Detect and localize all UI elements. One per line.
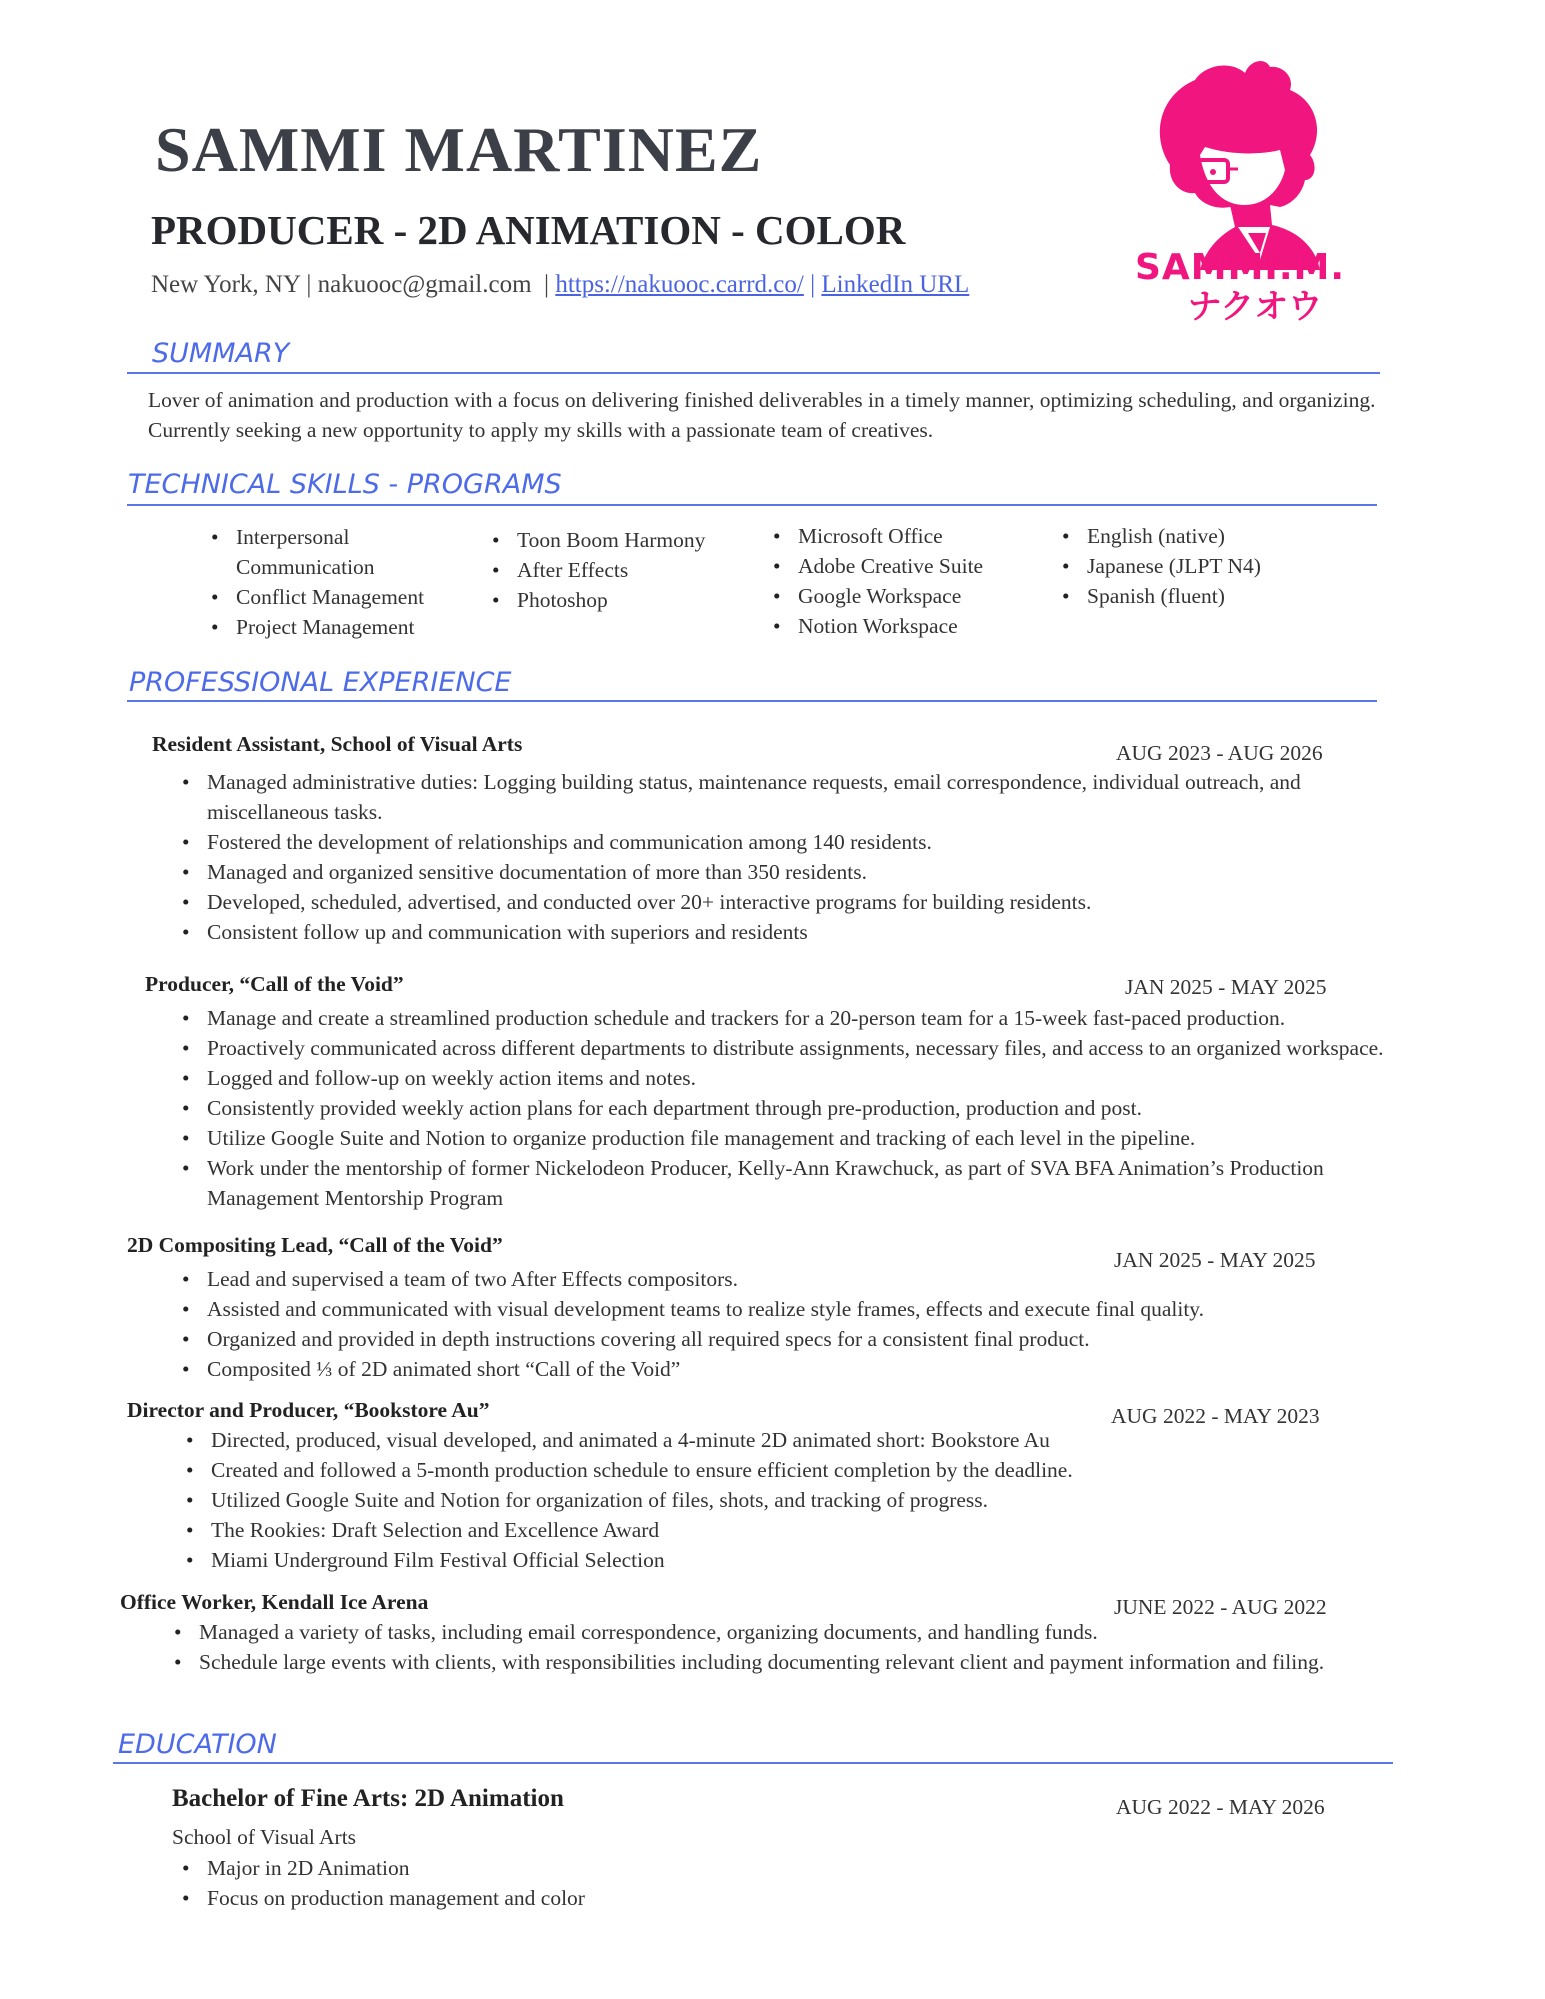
list-item: • Adobe Creative Suite	[771, 551, 1031, 581]
job-title: Producer, “Call of the Void”	[145, 972, 404, 996]
summary-text: Lover of animation and production with a focus on delivering finished deliverables in a timely manner, optimizing scheduling, and organizing. Currently seeking a new opportunity to apply my skills with a passionate team of creatives.	[148, 388, 1376, 442]
list-item: • Photoshop	[490, 585, 750, 615]
job-title: 2D Compositing Lead, “Call of the Void”	[127, 1233, 503, 1257]
contact-email[interactable]: nakuooc@gmail.com	[317, 271, 532, 298]
list-item: • Directed, produced, visual developed, and animated a 4-minute 2D animated short: Bookstore Au	[184, 1425, 1404, 1455]
job-bullets	[172, 1617, 1332, 1677]
list-item: • Fostered the development of relationships and communication among 140 residents.	[180, 827, 1400, 857]
education-school: School of Visual Arts	[172, 1825, 357, 1849]
candidate-name: SAMMI MARTINEZ	[155, 114, 763, 185]
job-bullets	[180, 1003, 1450, 1213]
list-item: • The Rookies: Draft Selection and Excellence Award	[184, 1515, 1404, 1545]
list-item: • Spanish (fluent)	[1060, 581, 1320, 611]
list-item: • Work under the mentorship of former Nickelodeon Producer, Kelly-Ann Krawchuck, as part of SVA BFA Animation’s Production Management Mentorship Program	[180, 1153, 1427, 1213]
list-item: • Lead and supervised a team of two After Effects compositors.	[180, 1264, 1400, 1294]
job-title: Director and Producer, “Bookstore Au”	[127, 1398, 490, 1422]
list-item: • Proactively communicated across different departments to distribute assignments, necessary files, and access to an organized workspace.	[180, 1033, 1450, 1063]
job-bullets	[180, 767, 1400, 947]
contact-line	[151, 270, 969, 300]
list-item: • Consistent follow up and communication with superiors and residents	[180, 917, 1400, 947]
job-dates: JAN 2025 - MAY 2025	[1125, 975, 1327, 999]
education-heading: EDUCATION	[118, 1729, 277, 1760]
list-item: • Utilize Google Suite and Notion to organize production file management and tracking of each level in the pipeline.	[180, 1123, 1450, 1153]
list-item: • Notion Workspace	[771, 611, 1031, 641]
summary-heading: SUMMARY	[152, 338, 290, 369]
list-item: • Assisted and communicated with visual development teams to realize style frames, effects and execute final quality.	[180, 1294, 1400, 1324]
list-item: • After Effects	[490, 555, 750, 585]
list-item: • Project Management	[209, 612, 449, 642]
list-item: • Toon Boom Harmony	[490, 525, 750, 555]
section-divider	[127, 372, 1380, 374]
list-item: • Composited ⅓ of 2D animated short “Call of the Void”	[180, 1354, 1400, 1384]
section-divider	[113, 1762, 1393, 1764]
list-item: • Organized and provided in depth instructions covering all required specs for a consistent final product.	[180, 1324, 1400, 1354]
logo	[1120, 55, 1360, 340]
list-item: • Major in 2D Animation	[180, 1853, 880, 1883]
logo-text-latin: SAMMI.M.	[1134, 247, 1345, 288]
job-title: Office Worker, Kendall Ice Arena	[120, 1590, 429, 1614]
skills-list-languages	[1060, 521, 1320, 611]
list-item: • Created and followed a 5-month production schedule to ensure efficient completion by the deadline.	[184, 1455, 1404, 1485]
skills-list-animation	[490, 525, 750, 615]
candidate-role: PRODUCER - 2D ANIMATION - COLOR	[151, 207, 906, 253]
contact-separator: |	[544, 271, 550, 298]
education-degree: Bachelor of Fine Arts: 2D Animation	[172, 1785, 564, 1812]
job-dates: JAN 2025 - MAY 2025	[1114, 1248, 1316, 1272]
list-item: • Manage and create a streamlined production schedule and trackers for a 20-person team for a 15-week fast-paced production.	[180, 1003, 1450, 1033]
section-divider	[127, 504, 1377, 506]
contact-location: New York, NY |	[151, 271, 312, 298]
list-item: • Google Workspace	[771, 581, 1031, 611]
linkedin-link[interactable]: LinkedIn URL	[821, 271, 970, 298]
list-item: • Japanese (JLPT N4)	[1060, 551, 1320, 581]
section-divider	[127, 700, 1377, 702]
list-item: • Managed a variety of tasks, including email correspondence, organizing documents, and handling funds.	[172, 1617, 1332, 1647]
list-item: • Managed and organized sensitive documentation of more than 350 residents.	[180, 857, 1400, 887]
list-item: • Miami Underground Film Festival Official Selection	[184, 1545, 1404, 1575]
list-item: • Consistently provided weekly action plans for each department through pre-production, production and post.	[180, 1093, 1450, 1123]
contact-separator: |	[810, 271, 816, 298]
list-item: • Utilized Google Suite and Notion for organization of files, shots, and tracking of progress.	[184, 1485, 1404, 1515]
list-item: • English (native)	[1060, 521, 1320, 551]
list-item: • Conflict Management	[209, 582, 449, 612]
skills-list-soft	[209, 522, 449, 642]
list-item: • Microsoft Office	[771, 521, 1031, 551]
job-dates: AUG 2023 - AUG 2026	[1116, 741, 1323, 765]
education-bullets	[180, 1853, 880, 1913]
list-item: • Interpersonal Communication	[209, 522, 449, 582]
job-dates: AUG 2022 - MAY 2023	[1111, 1404, 1320, 1428]
skills-heading: TECHNICAL SKILLS - PROGRAMS	[128, 469, 562, 500]
logo-text-japanese: ナクオウ	[1187, 287, 1323, 327]
job-title: Resident Assistant, School of Visual Arts	[152, 732, 523, 756]
list-item: • Developed, scheduled, advertised, and conducted over 20+ interactive programs for building residents.	[180, 887, 1400, 917]
job-bullets	[180, 1264, 1400, 1384]
education-dates: AUG 2022 - MAY 2026	[1116, 1795, 1325, 1819]
experience-heading: PROFESSIONAL EXPERIENCE	[129, 667, 512, 698]
skills-list-office	[771, 521, 1031, 641]
list-item: • Managed administrative duties: Logging building status, maintenance requests, email correspondence, individual outreach, and miscellaneous tasks.	[180, 767, 1400, 827]
list-item: • Logged and follow-up on weekly action items and notes.	[180, 1063, 1450, 1093]
website-link[interactable]: https://nakuooc.carrd.co/	[555, 271, 804, 298]
job-bullets	[184, 1425, 1404, 1575]
list-item: • Focus on production management and color	[180, 1883, 880, 1913]
list-item: • Schedule large events with clients, with responsibilities including documenting relevant client and payment information and filing.	[172, 1647, 1332, 1677]
job-dates: JUNE 2022 - AUG 2022	[1114, 1595, 1327, 1619]
